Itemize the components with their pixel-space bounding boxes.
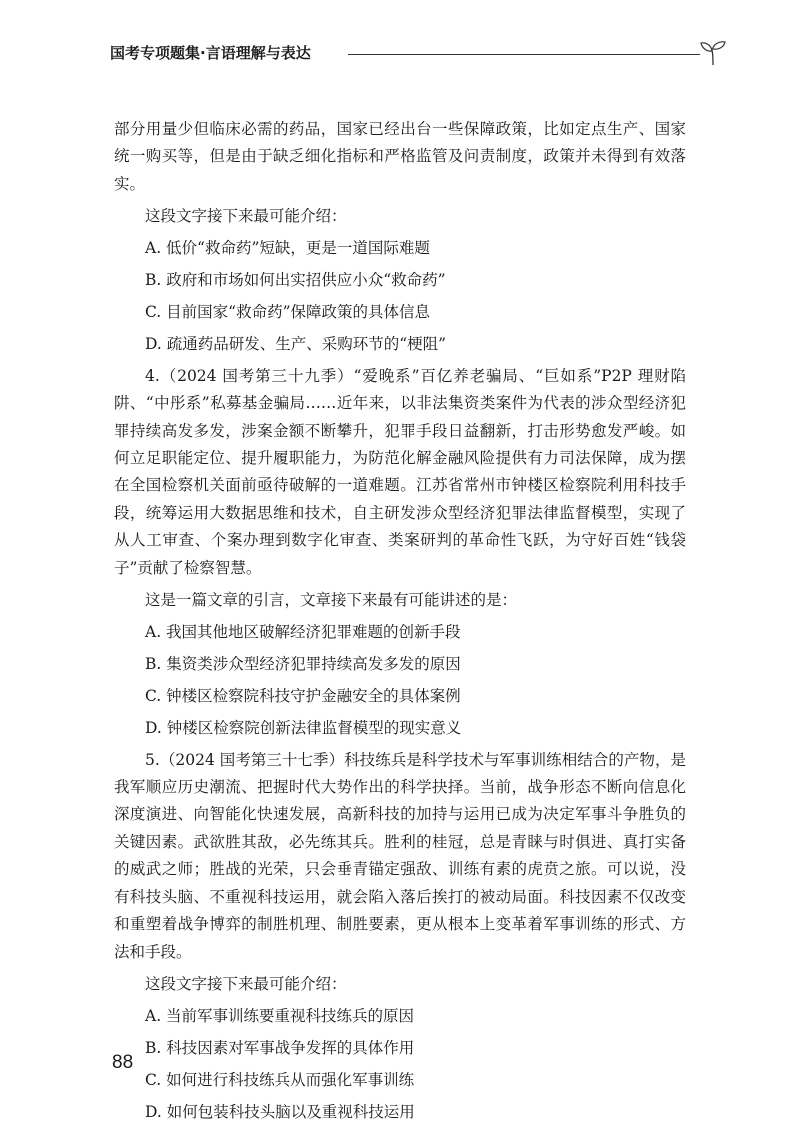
running-header (110, 40, 725, 70)
option-d: D. 钟楼区检察院创新法律监督模型的现实意义 (145, 718, 462, 737)
header-title: 国考专项题集·言语理解与表达 (110, 44, 311, 62)
option-c: C. 钟楼区检察院科技守护金融安全的具体案例 (145, 686, 461, 705)
option-a: A. 我国其他地区破解经济犯罪难题的创新手段 (145, 622, 461, 641)
option-a: A. 低价“救命药”短缺，更是一道国际难题 (145, 238, 430, 257)
question-prompt: 这段文字接下来最可能介绍： (145, 974, 347, 993)
option-c: C. 如何进行科技练兵从而强化军事训练 (145, 1070, 415, 1089)
option-b: B. 集资类涉众型经济犯罪持续高发多发的原因 (145, 654, 461, 673)
option-d: D. 如何包装科技头脑以及重视科技运用 (145, 1102, 415, 1121)
question-prompt: 这是一篇文章的引言，文章接下来最有可能讲述的是： (145, 590, 518, 609)
option-b: B. 政府和市场如何出实招供应小众“救命药” (145, 270, 446, 289)
question-4-stem: 4.（2024 国考第三十九季）“爱晚系”百亿养老骗局、“巨如系”P2P 理财陷阱、“中彤系”私募基金骗局……近年来，以非法集资类案件为代表的涉众型经济犯罪持续高发多发，涉案金额不断攀升，犯罪手段日益翻新，打击形势愈发严峻。如何立足职能定位、提升履职能力，为防范化解金融风险提供有力司法保障，成为摆在全国检察机关面前亟待破解的一道难题。江苏省常州市钟楼区检察院利用科技手段，统筹运用大数据思维和技术，自主研发涉众型经济犯罪法律监督模型，实现了从人工审查、个案办理到数字化审查、类案研判的革命性飞跃，为守好百姓“钱袋子”贡献了检察智慧。 (114, 366, 686, 577)
option-d: D. 疏通药品研发、生产、采购环节的“梗阻” (145, 334, 447, 353)
option-b: B. 科技因素对军事战争发挥的具体作用 (145, 1038, 415, 1057)
option-c: C. 目前国家“救命药”保障政策的具体信息 (145, 302, 431, 321)
page-number: 88 (112, 1052, 134, 1073)
sprout-icon (698, 40, 728, 66)
question-5-stem: 5.（2024 国考第三十七季）科技练兵是科学技术与军事训练相结合的产物，是我军顺应历史潮流、把握时代大势作出的科学抉择。当前，战争形态不断向信息化深度演进、向智能化快速发展，高新科技的加持与运用已成为决定军事斗争胜负的关键因素。武欲胜其敌，必先练其兵。胜利的桂冠，总是青睐与时俱进、真打实备的威武之师；胜战的光荣，只会垂青锚定强敌、训练有素的虎贲之旅。可以说，没有科技头脑、不重视科技运用，就会陷入落后挨打的被动局面。科技因素不仅改变和重塑着战争博弈的制胜机理、制胜要素，更从根本上变革着军事训练的形式、方法和手段。 (114, 750, 686, 961)
continuation-paragraph: 部分用量少但临床必需的药品，国家已经出台一些保障政策，比如定点生产、国家统一购买等，但是由于缺乏细化指标和严格监管及问责制度，政策并未得到有效落实。 (114, 120, 686, 193)
page-content (114, 116, 686, 1126)
question-prompt: 这段文字接下来最可能介绍： (145, 206, 347, 225)
header-rule (348, 54, 700, 55)
option-a: A. 当前军事训练要重视科技练兵的原因 (145, 1006, 415, 1025)
